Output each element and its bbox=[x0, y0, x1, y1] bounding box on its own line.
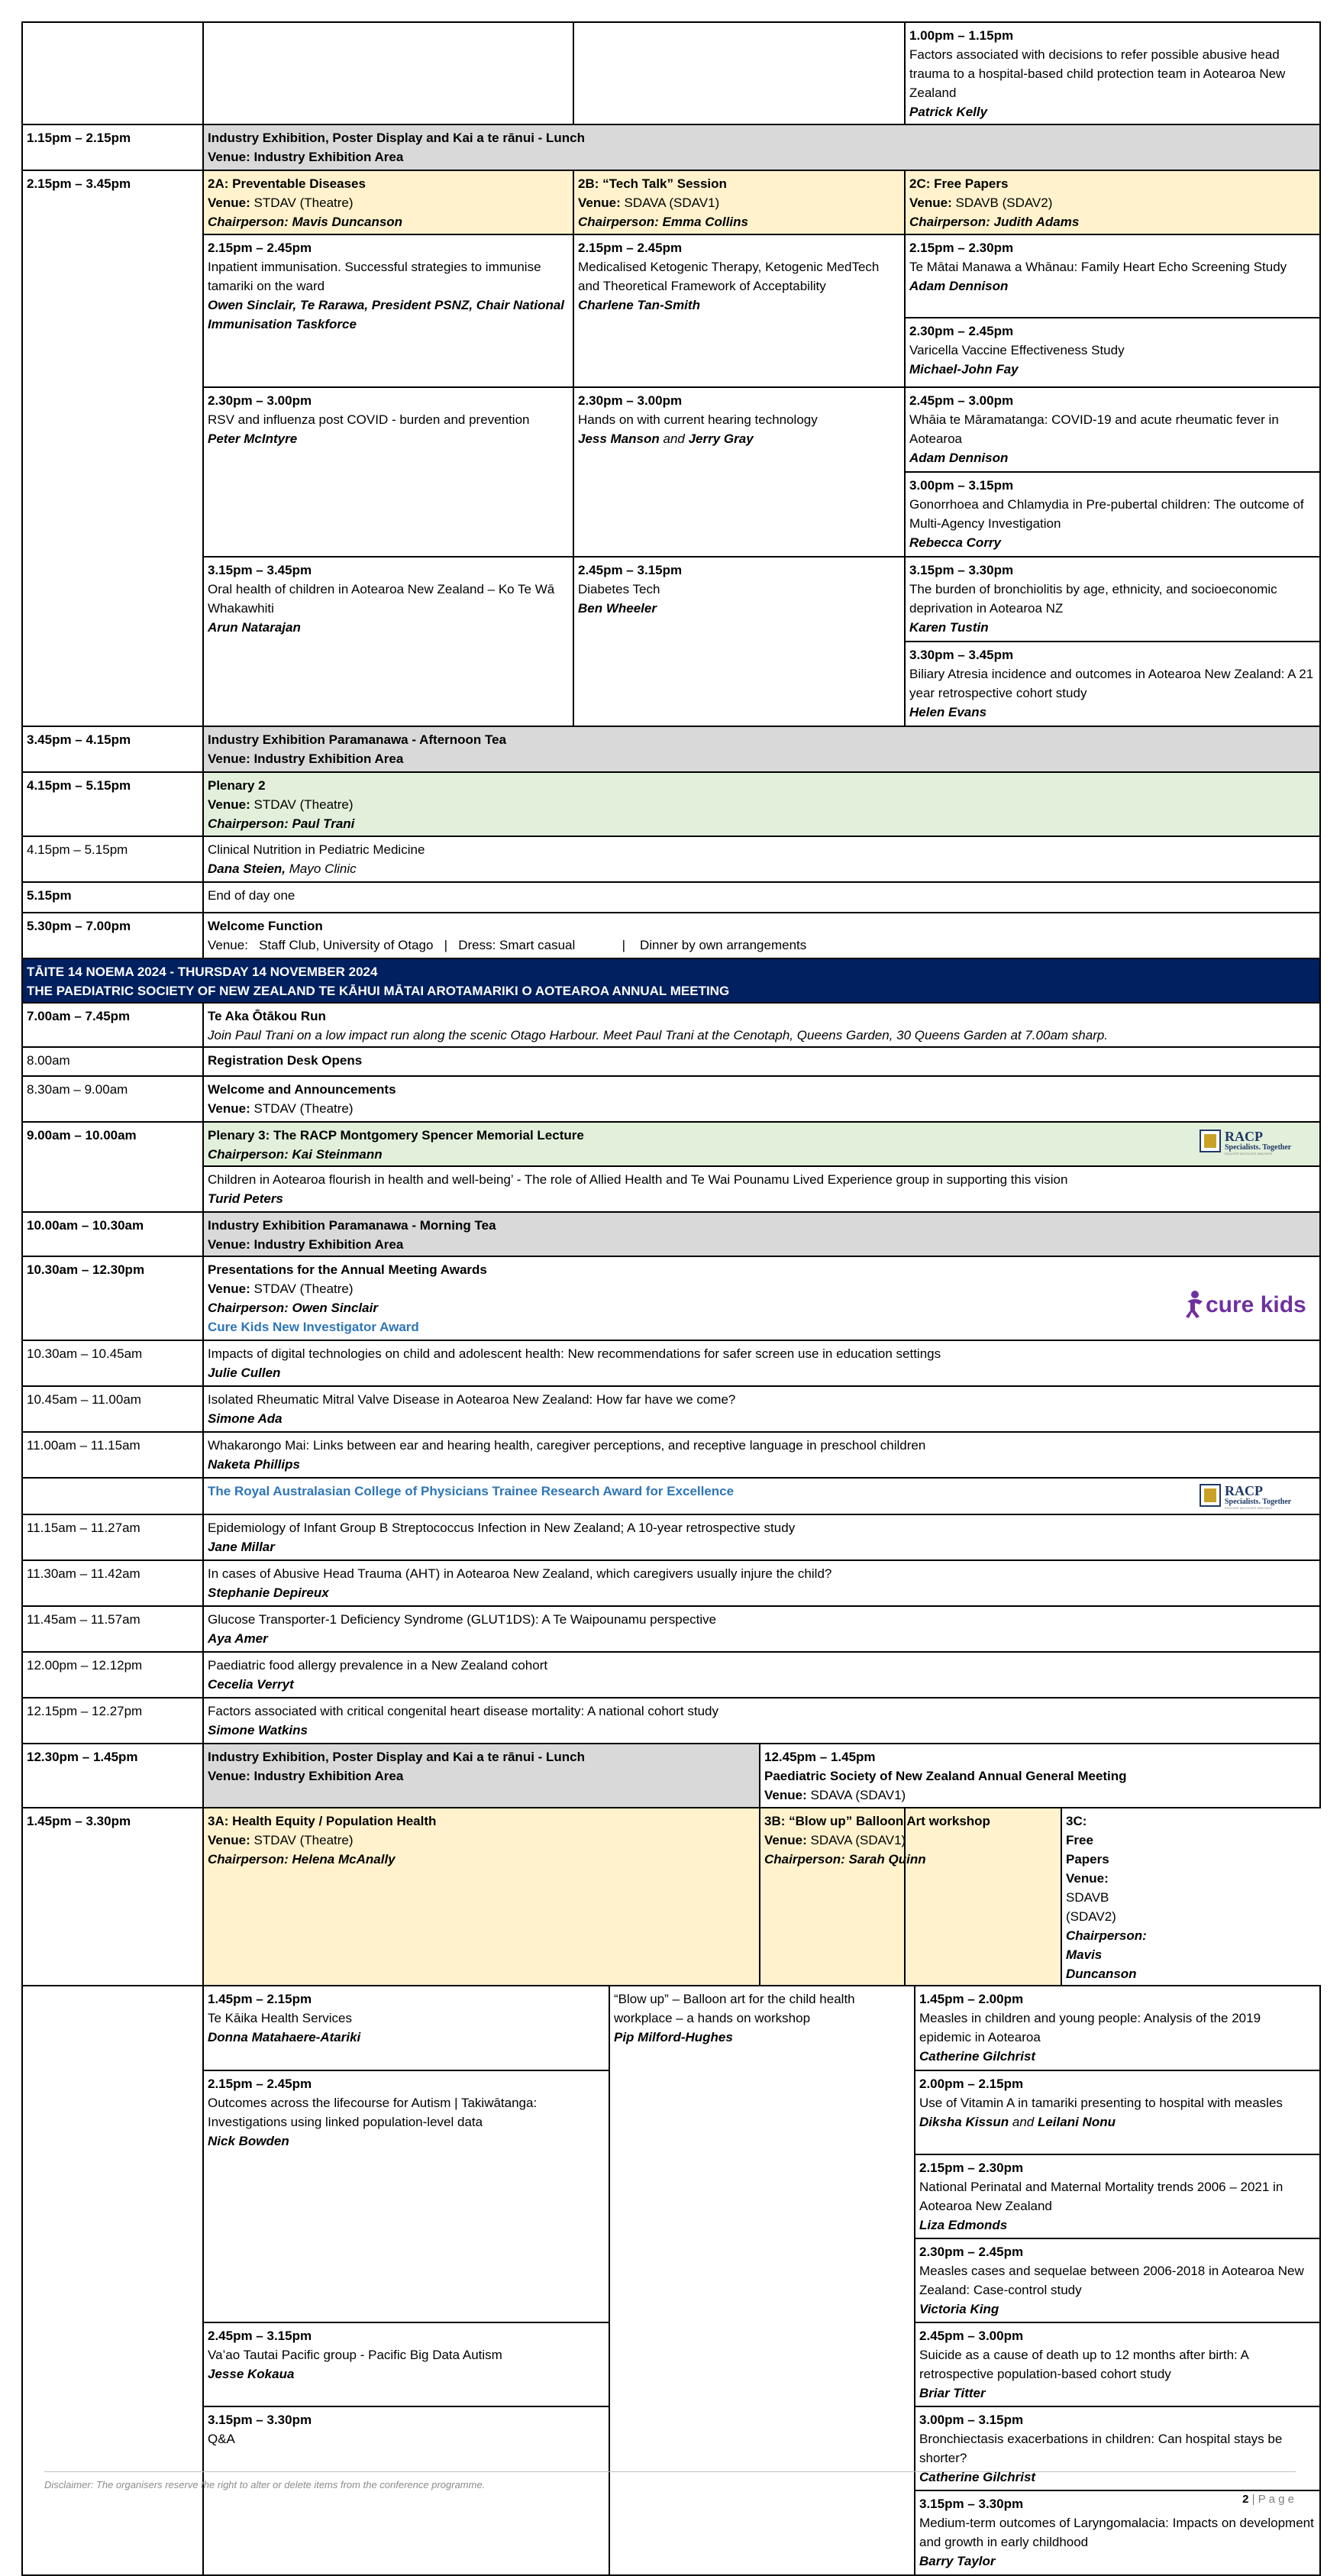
svg-text:RACP: RACP bbox=[1225, 1483, 1263, 1498]
talk-speaker: Peter McIntyre bbox=[208, 431, 298, 446]
session-row bbox=[22, 557, 1320, 726]
talk-title: Te Mātai Manawa a Whānau: Family Heart Echo Screening Study bbox=[909, 260, 1287, 274]
talk-stack bbox=[905, 387, 1320, 557]
session-row bbox=[22, 1003, 1320, 1047]
session-row bbox=[22, 1212, 1320, 1256]
talk-stack bbox=[905, 557, 1320, 726]
talk-cell bbox=[203, 387, 573, 557]
time-cell: 11.00am – 11.15am bbox=[22, 1432, 203, 1478]
stream-title: 2B: “Tech Talk” Session bbox=[578, 176, 727, 191]
stream-header-2c bbox=[905, 170, 1320, 234]
plenary-venue: Venue: STDAV (Theatre) bbox=[208, 797, 354, 812]
talk-cell bbox=[203, 1698, 1320, 1744]
talk-stack bbox=[905, 234, 1320, 387]
session-row bbox=[22, 1047, 1320, 1076]
svg-text:Specialists. Together: Specialists. Together bbox=[1225, 1143, 1292, 1152]
talk-title: RSV and influenza post COVID - burden and prevention bbox=[208, 412, 530, 427]
talk-time: 2.45pm – 3.15pm bbox=[578, 563, 683, 577]
talk-speaker: Simone Ada bbox=[208, 1411, 283, 1426]
session-row bbox=[22, 1256, 1320, 1340]
talk-title: Factors associated with decisions to refer possible abusive head trauma to a hospital-based child protection team in Aotearoa New Zealand bbox=[909, 47, 1286, 100]
talk-speaker: Dana Steien, Mayo Clinic bbox=[208, 861, 357, 876]
talk-speaker: Liza Edmonds bbox=[919, 2218, 1008, 2232]
time-cell bbox=[22, 1478, 203, 1514]
talk-cell bbox=[204, 2322, 609, 2406]
talk-cell bbox=[203, 1560, 1320, 1606]
talk-cell bbox=[204, 2070, 609, 2322]
programme-table bbox=[21, 21, 1321, 1986]
day-banner bbox=[22, 958, 1320, 1003]
awards-chair: Chairperson: Owen Sinclair bbox=[208, 1301, 378, 1315]
session-row bbox=[22, 1340, 1320, 1386]
time-cell: 5.30pm – 7.00pm bbox=[22, 913, 203, 958]
session-row bbox=[22, 1432, 1320, 1478]
talk-speaker: Charlene Tan-Smith bbox=[578, 298, 700, 312]
stream-header-2a bbox=[203, 170, 573, 234]
talk-time: 2.30pm – 3.00pm bbox=[578, 393, 683, 408]
time-cell: 4.15pm – 5.15pm bbox=[22, 836, 203, 882]
talk-cell bbox=[203, 557, 573, 726]
talk-speaker: Jess Manson and Jerry Gray bbox=[578, 431, 754, 446]
talk-cell bbox=[573, 387, 905, 557]
talk-speaker: Diksha Kissun and Leilani Nonu bbox=[919, 2115, 1116, 2129]
talk-cell bbox=[203, 1386, 1320, 1432]
day-banner-row bbox=[22, 958, 1320, 1003]
session-row bbox=[22, 836, 1320, 882]
talk-time: 2.45pm – 3.00pm bbox=[919, 2329, 1024, 2343]
talk-detail: Venue: Staff Club, University of Otago | Dress: Smart casual | Dinner by own arrangements bbox=[208, 938, 807, 952]
stream-header-3bc bbox=[760, 1808, 1147, 1986]
talk-cell bbox=[203, 913, 1320, 958]
awards-title: Presentations for the Annual Meeting Awards bbox=[208, 1262, 487, 1277]
break-venue: Venue: Industry Exhibition Area bbox=[208, 751, 404, 766]
awards-cell bbox=[203, 1256, 1320, 1340]
racp-logo bbox=[1199, 1126, 1313, 1156]
talk-cell: Registration Desk Opens bbox=[203, 1047, 1320, 1076]
talk-title: Inpatient immunisation. Successful strategies to immunise tamariki on the ward bbox=[208, 260, 541, 293]
talk-title: Outcomes across the lifecourse for Autism | Takiwātanga: Investigations using linked population-level data bbox=[208, 2096, 538, 2129]
talk-title: Whakarongo Mai: Links between ear and hearing health, caregiver perceptions, and receptive language in preschool children bbox=[208, 1438, 926, 1453]
talk-title: Medicalised Ketogenic Therapy, Ketogenic MedTech and Theoretical Framework of Acceptability bbox=[578, 260, 880, 293]
talk-title: Te Aka Ōtākou Run bbox=[208, 1009, 326, 1023]
talk-time: 1.45pm – 2.15pm bbox=[208, 1992, 312, 2006]
talk-cell bbox=[573, 557, 905, 726]
break-venue: Venue: Industry Exhibition Area bbox=[208, 1769, 404, 1783]
break-venue: Venue: Industry Exhibition Area bbox=[208, 150, 404, 164]
talk-stack bbox=[915, 1986, 1320, 2575]
stream-title: 2C: Free Papers bbox=[909, 176, 1009, 191]
session-row bbox=[22, 913, 1320, 958]
workshop-cell bbox=[609, 1986, 915, 2575]
banner-line: TĀITE 14 NOEMA 2024 - THURSDAY 14 NOVEMBER 2024 bbox=[27, 965, 378, 979]
talk-speaker: Catherine Gilchrist bbox=[919, 2049, 1036, 2064]
time-cell: 5.15pm bbox=[22, 882, 203, 913]
talk-title: Gonorrhoea and Chlamydia in Pre-pubertal children: The outcome of Multi-Agency Investigation bbox=[909, 497, 1304, 531]
talk-time: 2.15pm – 2.45pm bbox=[208, 241, 312, 255]
award-title: The Royal Australasian College of Physicians Trainee Research Award for Excellence bbox=[208, 1484, 735, 1498]
talk-cell bbox=[203, 1340, 1320, 1386]
talk-cell bbox=[203, 1652, 1320, 1698]
stream-chair: Chairperson: Helena McAnally bbox=[208, 1852, 396, 1867]
talk-speaker: Adam Dennison bbox=[909, 279, 1009, 293]
talk-cell bbox=[906, 642, 1319, 726]
talk-title: Hands on with current hearing technology bbox=[578, 412, 818, 427]
talk-title: Welcome and Announcements bbox=[208, 1082, 396, 1097]
talk-cell bbox=[915, 2322, 1319, 2406]
award-row bbox=[22, 1478, 1320, 1514]
plenary-cell bbox=[203, 1122, 1320, 1166]
talk-cell: End of day one bbox=[203, 882, 1320, 913]
stream-venue: Venue: SDAVA (SDAV1) bbox=[764, 1833, 906, 1847]
awards-venue: Venue: STDAV (Theatre) bbox=[208, 1282, 354, 1296]
session-row bbox=[22, 1122, 1320, 1166]
talk-cell bbox=[915, 1986, 1319, 2070]
talk-title: Whāia te Māramatanga: COVID-19 and acute rheumatic fever in Aotearoa bbox=[909, 412, 1279, 446]
stream-venue: Venue: STDAV (Theatre) bbox=[208, 1833, 354, 1847]
talk-time: 2.15pm – 2.30pm bbox=[919, 2161, 1024, 2175]
talk-cell bbox=[203, 1606, 1320, 1652]
talk-stack-table bbox=[906, 558, 1319, 726]
session-row bbox=[22, 1076, 1320, 1122]
talk-cell bbox=[203, 234, 573, 387]
talk-cell bbox=[906, 558, 1319, 642]
stream-title: 3B: “Blow up” Balloon Art workshop bbox=[764, 1814, 990, 1828]
session-row bbox=[22, 1386, 1320, 1432]
talk-time: 2.15pm – 2.45pm bbox=[578, 241, 683, 255]
time-cell: 9.00am – 10.00am bbox=[22, 1122, 203, 1212]
talk-time: 2.45pm – 3.15pm bbox=[208, 2329, 312, 2343]
talk-cell bbox=[203, 1003, 1320, 1047]
talk-cell bbox=[203, 836, 1320, 882]
banner-line: THE PAEDIATRIC SOCIETY OF NEW ZEALAND TE KĀHUI MĀTAI AROTAMARIKI O AOTEAROA ANNUAL MEETING bbox=[27, 984, 730, 998]
break-title: Industry Exhibition Paramanawa - Morning Tea bbox=[208, 1218, 496, 1233]
talk-speaker: Owen Sinclair, Te Rarawa, President PSNZ, Chair National Immunisation Taskforce bbox=[208, 298, 565, 331]
svg-text:RACP: RACP bbox=[1225, 1129, 1263, 1144]
talk-time: 1.00pm – 1.15pm bbox=[909, 28, 1014, 43]
time-cell: 3.45pm – 4.15pm bbox=[22, 726, 203, 772]
award-cell bbox=[203, 1478, 1320, 1514]
stream-title: 3A: Health Equity / Population Health bbox=[208, 1814, 437, 1828]
talk-speaker: Pip Milford-Hughes bbox=[614, 2030, 733, 2044]
talk-cell bbox=[915, 2154, 1319, 2238]
stream-header-3a bbox=[203, 1808, 760, 1986]
page-number: 2 | P a g e bbox=[1242, 2493, 1294, 2506]
talk-time: 3.15pm – 3.30pm bbox=[919, 2497, 1024, 2511]
talk-title: Epidemiology of Infant Group B Streptococcus Infection in New Zealand; A 10-year retrospective study bbox=[208, 1521, 796, 1535]
talk-cell bbox=[203, 1514, 1320, 1560]
talk-cell bbox=[906, 388, 1319, 472]
talk-title: Children in Aotearoa flourish in health and well-being’ - The role of Allied Health and Te Wai Pounamu Lived Experience group in supporting this vision bbox=[208, 1172, 1068, 1187]
talk-title: “Blow up” – Balloon art for the child health workplace – a hands on workshop bbox=[614, 1992, 855, 2025]
talk-speaker: Stephanie Depireux bbox=[208, 1585, 329, 1600]
time-cell: 7.00am – 7.45pm bbox=[22, 1003, 203, 1047]
stream-chair: Chairperson: Mavis Duncanson bbox=[208, 215, 403, 229]
session-row bbox=[22, 1514, 1320, 1560]
svg-text:cure kids: cure kids bbox=[1206, 1292, 1306, 1317]
talk-title: Factors associated with critical congenital heart disease mortality: A national cohort study bbox=[208, 1704, 719, 1718]
time-cell bbox=[22, 22, 203, 124]
talk-title: Measles cases and sequelae between 2006-2018 in Aotearoa New Zealand: Case-control study bbox=[919, 2264, 1304, 2297]
stream-chair: Chairperson: Sarah Quinn bbox=[764, 1852, 926, 1867]
empty-cell bbox=[203, 22, 573, 124]
talk-title: Varicella Vaccine Effectiveness Study bbox=[909, 343, 1125, 357]
talk-speaker: Simone Watkins bbox=[208, 1723, 308, 1737]
talk-speaker: Nick Bowden bbox=[208, 2134, 289, 2148]
talk-title: Bronchiectasis exacerbations in children: Can hospital stays be shorter? bbox=[919, 2432, 1283, 2465]
agm-title: Paediatric Society of New Zealand Annual General Meeting bbox=[764, 1769, 1127, 1783]
stream-title: 2A: Preventable Diseases bbox=[208, 176, 366, 191]
session-row bbox=[22, 1652, 1320, 1698]
talk-time: 3.00pm – 3.15pm bbox=[909, 478, 1014, 493]
talk-speaker: Donna Matahaere-Atariki bbox=[208, 2030, 361, 2044]
talk-title: Te Kāika Health Services bbox=[208, 2011, 352, 2025]
break-cell bbox=[203, 1744, 760, 1808]
break-cell bbox=[203, 1212, 1320, 1256]
time-cell: 11.45am – 11.57am bbox=[22, 1606, 203, 1652]
talk-title: Impacts of digital technologies on child and adolescent health: New recommendations for safer screen use in education settings bbox=[208, 1346, 941, 1361]
session-row bbox=[22, 387, 1320, 557]
talk-title: Welcome Function bbox=[208, 919, 323, 933]
svg-text:EDUCATE ADVOCATE INNOVATE: EDUCATE ADVOCATE INNOVATE bbox=[1225, 1506, 1273, 1510]
talk-title: Biliary Atresia incidence and outcomes in Aotearoa New Zealand: A 21 year retrospective cohort study bbox=[909, 667, 1314, 700]
stream-chair: Chairperson: Emma Collins bbox=[578, 215, 748, 229]
talk-title: Isolated Rheumatic Mitral Valve Disease in Aotearoa New Zealand: How far have we come? bbox=[208, 1392, 736, 1407]
talk-cell bbox=[905, 22, 1320, 124]
session-row bbox=[22, 124, 1320, 170]
talk-speaker: Briar Titter bbox=[919, 2386, 986, 2400]
talk-title: Suicide as a cause of death up to 12 months after birth: A retrospective population-based cohort study bbox=[919, 2348, 1248, 2381]
svg-text:Specialists. Together: Specialists. Together bbox=[1225, 1498, 1292, 1506]
talk-cell bbox=[915, 2406, 1319, 2490]
talk-speaker: Naketa Phillips bbox=[208, 1457, 300, 1472]
session-row bbox=[22, 1698, 1320, 1744]
talk-time: 2.30pm – 2.45pm bbox=[919, 2245, 1024, 2259]
talk-stack-table bbox=[906, 235, 1319, 386]
time-cell: 8.00am bbox=[22, 1047, 203, 1076]
plenary-title: Plenary 2 bbox=[208, 778, 266, 793]
talk-time: 3.15pm – 3.30pm bbox=[208, 2413, 312, 2427]
talk-speaker: Aya Amer bbox=[208, 1631, 268, 1646]
talk-cell bbox=[906, 472, 1319, 556]
talk-time: 3.30pm – 3.45pm bbox=[909, 648, 1014, 662]
footer-disclaimer: Disclaimer: The organisers reserve the right to alter or delete items from the conference programme. bbox=[44, 2479, 486, 2490]
talk-speaker: Catherine Gilchrist bbox=[919, 2470, 1036, 2484]
talk-speaker: Patrick Kelly bbox=[909, 105, 988, 119]
stream-header-row bbox=[22, 170, 1320, 234]
talk-time: 1.45pm – 2.00pm bbox=[919, 1992, 1024, 2006]
talk-speaker: Cecelia Verryt bbox=[208, 1677, 294, 1692]
talk-time: 2.15pm – 2.30pm bbox=[909, 241, 1014, 255]
break-title: Industry Exhibition, Poster Display and Kai a te rānui - Lunch bbox=[208, 1750, 586, 1764]
time-cell: 11.30am – 11.42am bbox=[22, 1560, 203, 1606]
talk-title: Q&A bbox=[208, 2432, 235, 2446]
time-cell: 12.30pm – 1.45pm bbox=[22, 1744, 203, 1808]
break-title: Industry Exhibition Paramanawa - Afternoon Tea bbox=[208, 732, 507, 747]
talk-time: 3.00pm – 3.15pm bbox=[919, 2413, 1024, 2427]
talk-cell bbox=[203, 1166, 1320, 1212]
plenary-title: Plenary 3: The RACP Montgomery Spencer Memorial Lecture bbox=[208, 1128, 584, 1143]
talk-speaker: Arun Natarajan bbox=[208, 620, 301, 635]
agm-time: 12.45pm – 1.45pm bbox=[764, 1750, 876, 1764]
talk-detail: Join Paul Trani on a low impact run along the scenic Otago Harbour. Meet Paul Trani at the Cenotaph, Queens Garden, 30 Queens Garden at 7.00am sharp. bbox=[208, 1028, 1109, 1042]
talk-speaker: Barry Taylor bbox=[919, 2554, 996, 2568]
talk-speaker: Rebecca Corry bbox=[909, 535, 1002, 550]
stream-venue: Venue: SDAVA (SDAV1) bbox=[578, 196, 720, 210]
empty-cell bbox=[573, 22, 905, 124]
talk-time: 3.15pm – 3.45pm bbox=[208, 563, 312, 577]
talk-speaker: Karen Tustin bbox=[909, 620, 989, 635]
talk-cell bbox=[915, 2238, 1319, 2322]
talk-speaker: Jane Millar bbox=[208, 1540, 275, 1554]
session-row bbox=[22, 882, 1320, 913]
time-cell: 10.00am – 10.30am bbox=[22, 1212, 203, 1256]
session-row bbox=[22, 772, 1320, 836]
talk-cell bbox=[906, 235, 1319, 318]
time-cell: 8.30am – 9.00am bbox=[22, 1076, 203, 1122]
talk-time: 2.00pm – 2.15pm bbox=[919, 2077, 1024, 2091]
talk-speaker: Turid Peters bbox=[208, 1191, 283, 1206]
talk-stack-table bbox=[906, 388, 1319, 556]
talk-title: Use of Vitamin A in tamariki presenting to hospital with measles bbox=[919, 2096, 1283, 2110]
stream-header-split: 3B: “Blow up” Balloon Art workshop Venue: SDAVA (SDAV1) Chairperson: Sarah Quinn 3C: Free Papers Venue: SDAVB (SDAV2) Chairperson: Mavis Duncanson bbox=[760, 1808, 1061, 1985]
time-cell: 10.30am – 12.30pm bbox=[22, 1256, 203, 1340]
session-row bbox=[22, 1560, 1320, 1606]
racp-logo bbox=[1199, 1480, 1313, 1511]
break-cell bbox=[203, 124, 1320, 170]
award-title: Cure Kids New Investigator Award bbox=[208, 1320, 419, 1334]
talk-time: 2.45pm – 3.00pm bbox=[909, 393, 1014, 408]
time-cell: 11.15am – 11.27am bbox=[22, 1514, 203, 1560]
talk-speaker: Helen Evans bbox=[909, 705, 987, 719]
break-venue: Venue: Industry Exhibition Area bbox=[208, 1237, 404, 1252]
talk-title: National Perinatal and Maternal Mortality trends 2006 – 2021 in Aotearoa New Zealand bbox=[919, 2180, 1283, 2213]
session-row bbox=[22, 234, 1320, 387]
talk-time: 2.30pm – 3.00pm bbox=[208, 393, 312, 408]
stream-venue: Venue: SDAVB (SDAV2) bbox=[909, 196, 1053, 210]
break-title: Industry Exhibition, Poster Display and Kai a te rānui - Lunch bbox=[208, 131, 586, 145]
talk-cell bbox=[573, 234, 905, 387]
talk-speaker: Ben Wheeler bbox=[578, 601, 657, 616]
stream-chair: Chairperson: Judith Adams bbox=[909, 215, 1080, 229]
time-cell: 1.15pm – 2.15pm bbox=[22, 124, 203, 170]
talk-speaker: Michael-John Fay bbox=[909, 362, 1019, 377]
break-cell bbox=[203, 726, 1320, 772]
time-cell: 12.00pm – 12.12pm bbox=[22, 1652, 203, 1698]
talk-stack-table bbox=[915, 1986, 1319, 2574]
talk-title: Paediatric food allergy prevalence in a New Zealand cohort bbox=[208, 1658, 548, 1673]
stream-venue: Venue: STDAV (Theatre) bbox=[208, 196, 354, 210]
svg-text:EDUCATE ADVOCATE INNOVATE: EDUCATE ADVOCATE INNOVATE bbox=[1225, 1152, 1273, 1155]
curekids-logo bbox=[1184, 1288, 1318, 1320]
talk-time: 2.15pm – 2.45pm bbox=[208, 2077, 312, 2091]
talk-venue: Venue: STDAV (Theatre) bbox=[208, 1101, 354, 1116]
talk-title: In cases of Abusive Head Trauma (AHT) in Aotearoa New Zealand, which caregivers usually injure the child? bbox=[208, 1566, 832, 1581]
session-row bbox=[22, 1166, 1320, 1212]
talk-title: Oral health of children in Aotearoa New Zealand – Ko Te Wā Whakawhiti bbox=[208, 582, 555, 616]
talk-speaker: Julie Cullen bbox=[208, 1366, 281, 1380]
session-row bbox=[22, 22, 1320, 124]
talk-cell bbox=[203, 1076, 1320, 1122]
talk-title: Glucose Transporter-1 Deficiency Syndrome (GLUT1DS): A Te Waipounamu perspective bbox=[208, 1612, 717, 1627]
time-cell: 4.15pm – 5.15pm bbox=[22, 772, 203, 836]
stream-header-3b bbox=[760, 1808, 1061, 1985]
session-row bbox=[22, 1606, 1320, 1652]
talk-time: 2.30pm – 2.45pm bbox=[909, 324, 1014, 338]
session-row bbox=[22, 1744, 1320, 1808]
talk-cell bbox=[204, 1986, 609, 2070]
talk-title: Va’ao Tautai Pacific group - Pacific Big Data Autism bbox=[208, 2348, 502, 2362]
time-cell: 1.45pm – 3.30pm bbox=[22, 1808, 203, 1986]
plenary-chair: Chairperson: Paul Trani bbox=[208, 816, 355, 831]
time-cell: 10.30am – 10.45am bbox=[22, 1340, 203, 1386]
talk-speaker: Adam Dennison bbox=[909, 451, 1009, 465]
talk-time: 3.15pm – 3.30pm bbox=[909, 563, 1014, 577]
talk-cell bbox=[915, 2070, 1319, 2154]
talk-title: Measles in children and young people: Analysis of the 2019 epidemic in Aotearoa bbox=[919, 2011, 1261, 2044]
talk-speaker: Jesse Kokaua bbox=[208, 2367, 295, 2381]
footer-rule bbox=[44, 2471, 1296, 2472]
plenary-chair: Chairperson: Kai Steinmann bbox=[208, 1147, 383, 1162]
stream-header-row bbox=[22, 1808, 1320, 1986]
plenary-cell bbox=[203, 772, 1320, 836]
time-cell: 2.15pm – 3.45pm bbox=[22, 170, 203, 726]
talk-title: Clinical Nutrition in Pediatric Medicine bbox=[208, 842, 425, 857]
stream-header-2b bbox=[573, 170, 905, 234]
talk-speaker: Victoria King bbox=[919, 2302, 999, 2316]
time-cell: 12.15pm – 12.27pm bbox=[22, 1698, 203, 1744]
talk-cell bbox=[906, 318, 1319, 386]
talk-cell bbox=[203, 1432, 1320, 1478]
agm-cell bbox=[760, 1744, 1320, 1808]
talk-title: Medium-term outcomes of Laryngomalacia: Impacts on development and growth in early childhood bbox=[919, 2516, 1314, 2549]
agm-venue: Venue: SDAVA (SDAV1) bbox=[764, 1788, 906, 1802]
talk-title: Diabetes Tech bbox=[578, 582, 660, 596]
time-cell: 10.45am – 11.00am bbox=[22, 1386, 203, 1432]
session-row bbox=[22, 726, 1320, 772]
talk-title: The burden of bronchiolitis by age, ethnicity, and socioeconomic deprivation in Aotearoa NZ bbox=[909, 582, 1277, 616]
